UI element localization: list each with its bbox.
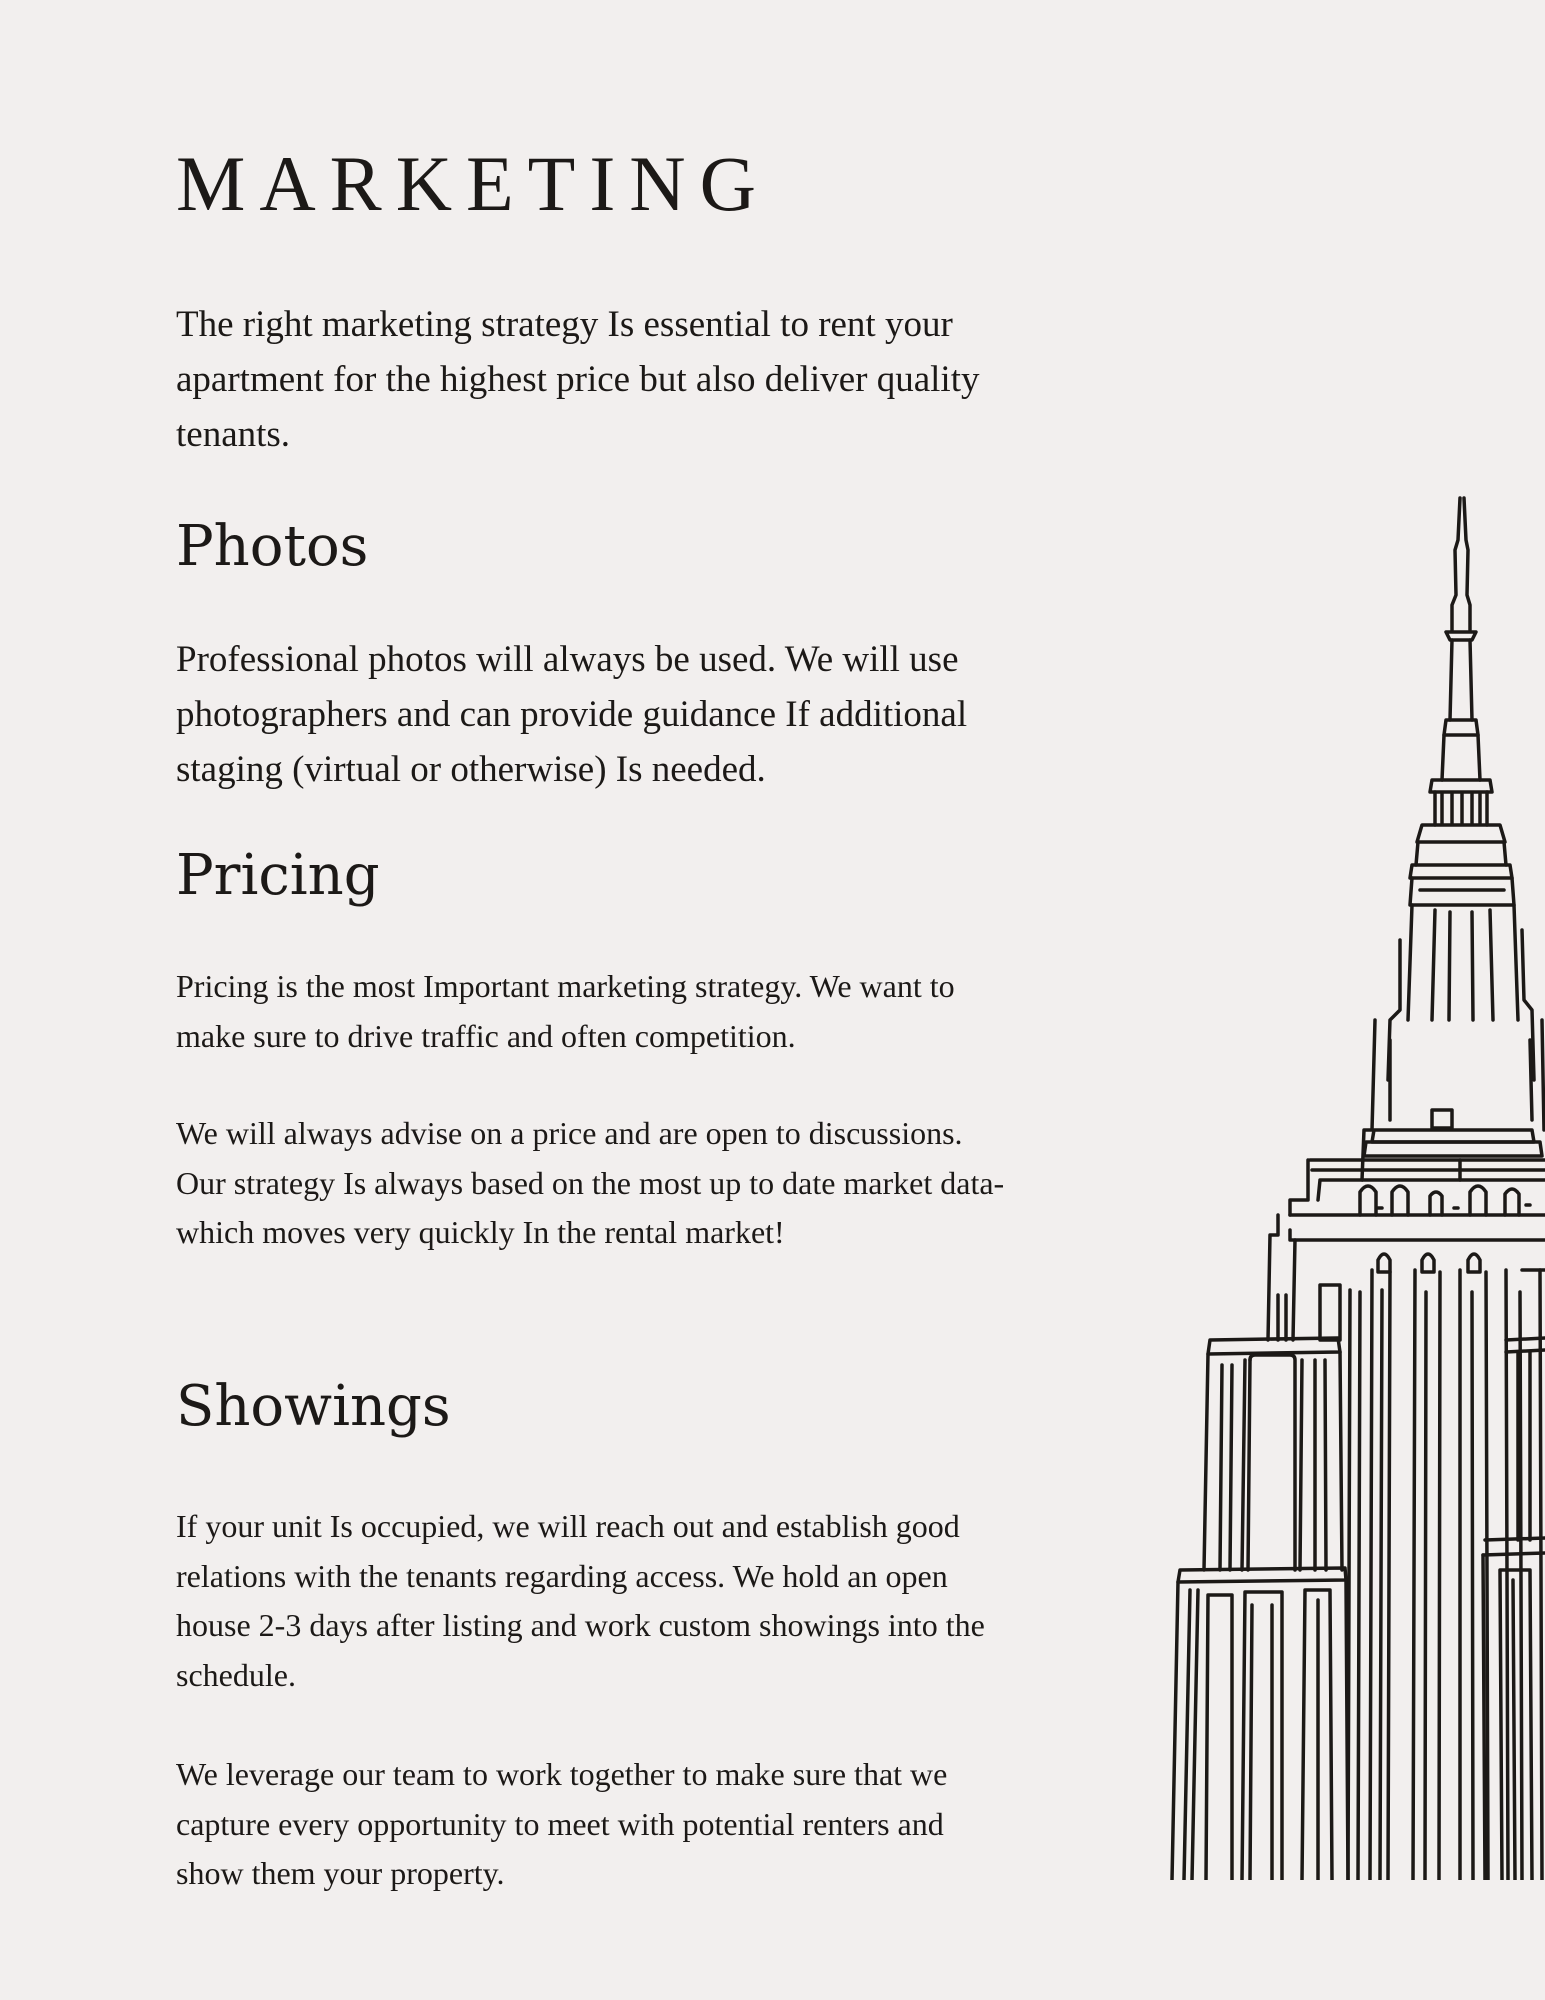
section-heading-showings: Showings <box>176 1374 451 1439</box>
skyscraper-line-drawing-icon <box>1150 480 1545 1880</box>
section-heading-photos: Photos <box>176 514 369 579</box>
section-heading-pricing: Pricing <box>176 843 380 908</box>
intro-paragraph: The right marketing strategy Is essential to rent your apartment for the highest price but also deliver quality tenants. <box>176 304 980 455</box>
photos-paragraph: Professional photos will always be used. We will use photographers and can provide guidance If additional staging (virtual or otherwise) Is needed. <box>176 639 968 790</box>
page-title: MARKETING <box>176 140 770 227</box>
pricing-paragraph-2: We will always advise on a price and are open to discussions. Our strategy Is always based on the most up to date market data- which moves very quickly In the rental market! <box>176 1115 1005 1250</box>
showings-paragraph-1: If your unit Is occupied, we will reach out and establish good relations with the tenants regarding access. We hold an open house 2-3 days after listing and work custom showings into the schedule. <box>176 1508 985 1693</box>
showings-paragraph-2: We leverage our team to work together to make sure that we capture every opportunity to meet with potential renters and show them your property. <box>176 1756 948 1891</box>
pricing-paragraph-1: Pricing is the most Important marketing strategy. We want to make sure to drive traffic and often competition. <box>176 968 955 1054</box>
